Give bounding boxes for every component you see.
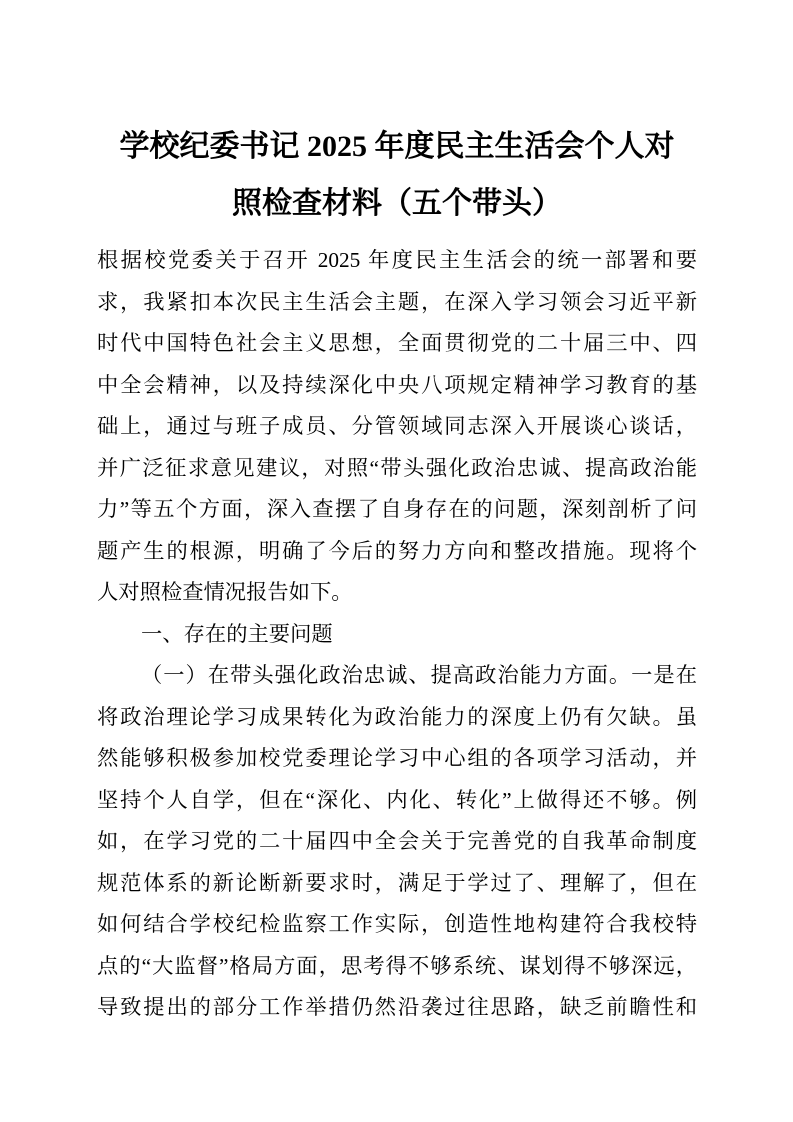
paragraph2-line: 坚持个人自学，但在“深化、内化、转化”上做得还不够。例 [97,787,697,812]
paragraph1-line: 求，我紧扣本次民主生活会主题，在深入学习领会习近平新 [97,289,697,314]
paragraph1-line: 力”等五个方面，深入查摆了自身存在的问题，深刻剖析了问 [97,497,697,521]
paragraph2-line: 如何结合学校纪检监察工作实际，创造性地构建符合我校特 [97,912,697,936]
paragraph1-line: 人对照检查情况报告如下。 [97,580,353,604]
paragraph2-line: 将政治理论学习成果转化为政治能力的深度上仍有欠缺。虽 [97,704,697,729]
title-line-2: 照检查材料（五个带头） [232,187,562,220]
paragraph2-line: 然能够积极参加校党委理论学习中心组的各项学习活动，并 [97,746,697,770]
paragraph2-line: 规范体系的新论断新要求时，满足于学过了、理解了，但在 [97,870,697,895]
paragraph2-line: （一）在带头强化政治忠诚、提高政治能力方面。一是在 [141,663,697,687]
paragraph1-line: 根据校党委关于召开 2025 年度民主生活会的统一部署和要 [97,248,697,272]
paragraph2-line: 导致提出的部分工作举措仍然沿袭过往思路，缺乏前瞻性和 [97,995,697,1019]
document-title [97,0,697,232]
paragraph1-line: 时代中国特色社会主义思想，全面贯彻党的二十届三中、四 [97,331,697,355]
paragraph2-line: 如，在学习党的二十届四中全会关于完善党的自我革命制度 [97,829,697,853]
paragraph2-line: 点的“大监督”格局方面，思考得不够系统、谋划得不够深远， [97,953,697,978]
paragraph1-line: 题产生的根源，明确了今后的努力方向和整改措施。现将个 [97,538,697,563]
section-heading: 一、存在的主要问题 [141,621,333,646]
paragraph1-line: 中全会精神，以及持续深化中央八项规定精神学习教育的基 [97,372,697,397]
title-line-1: 学校纪委书记 2025 年度民主生活会个人对 [119,130,675,163]
paragraph1-line: 并广泛征求意见建议，对照“带头强化政治忠诚、提高政治能 [97,455,697,480]
document-body [97,240,697,1029]
paragraph1-line: 础上，通过与班子成员、分管领域同志深入开展谈心谈话， [97,414,697,438]
